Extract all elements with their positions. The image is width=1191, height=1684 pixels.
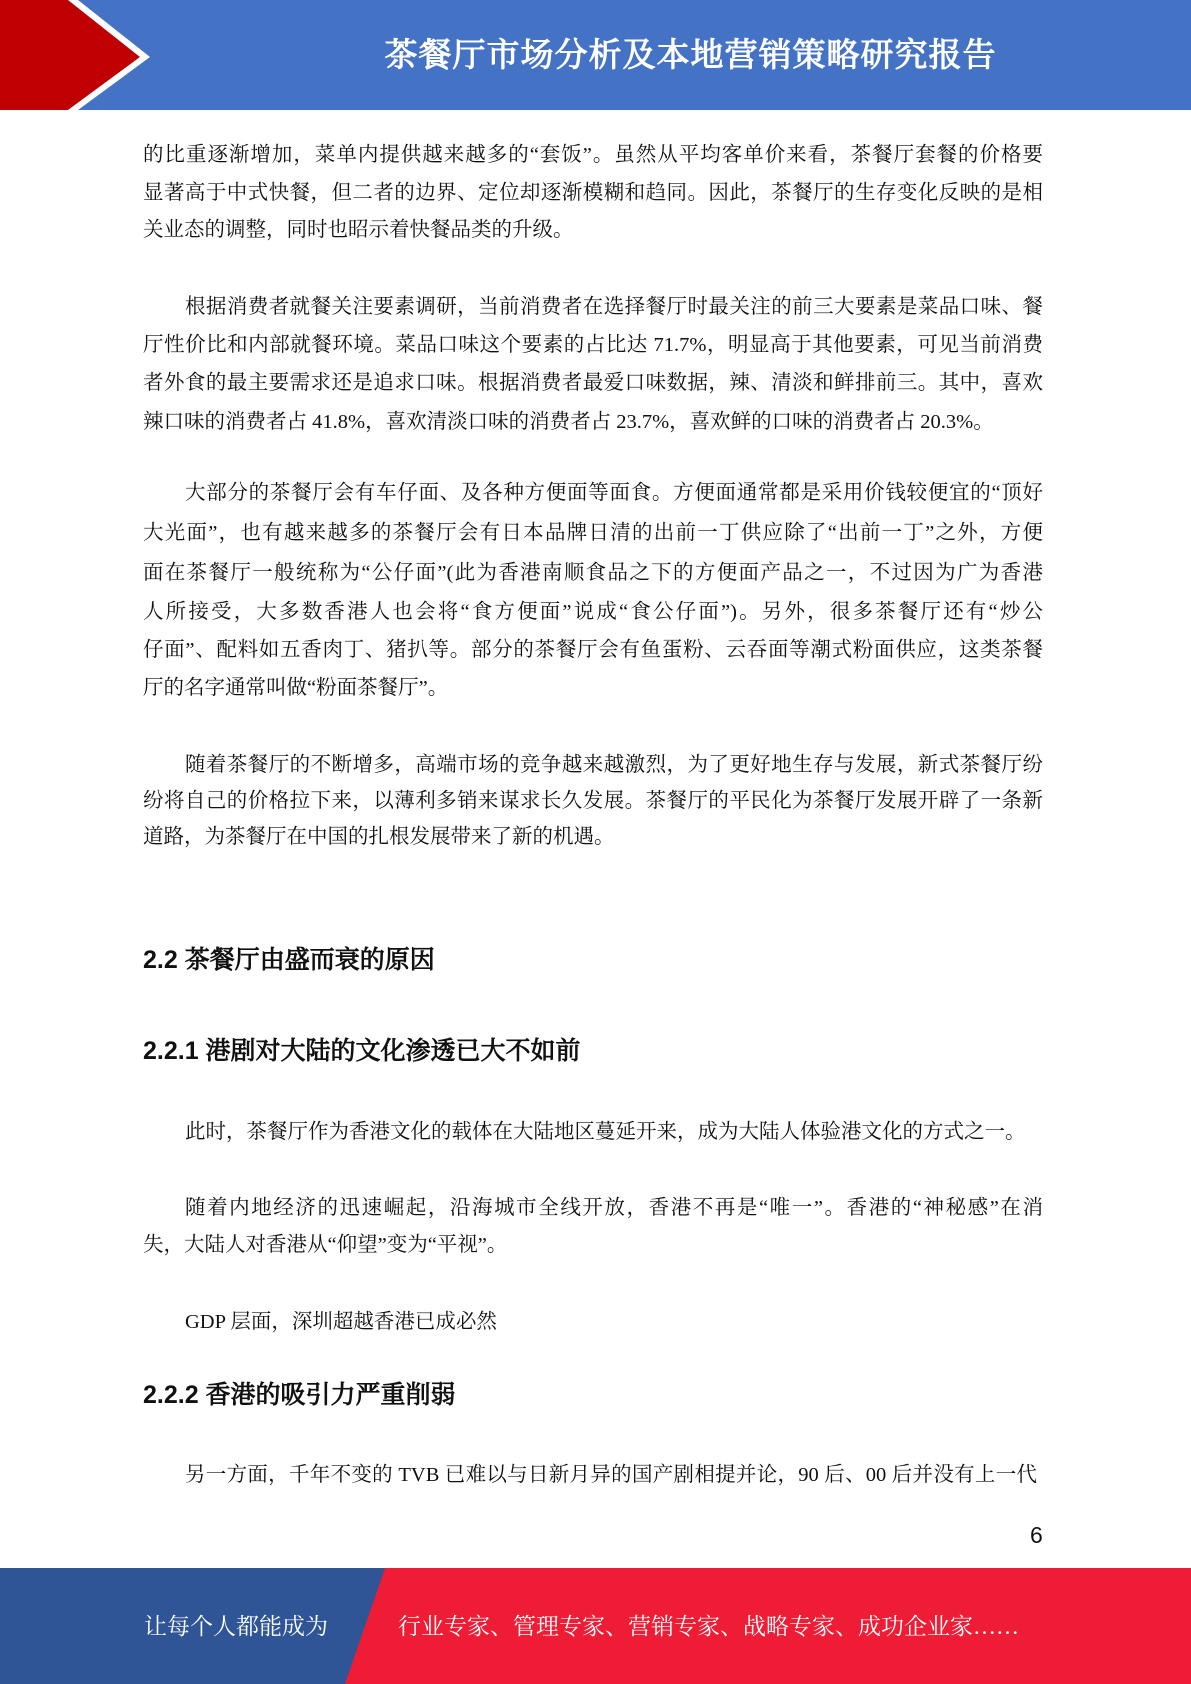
body-line: 随着内地经济的迅速崛起，沿海城市全线开放，香港不再是“唯一”。香港的“神秘感”在消	[185, 1197, 1043, 1219]
body-line: 关业态的调整，同时也昭示着快餐品类的升级。	[143, 219, 574, 241]
body-line: 者外食的最主要需求还是追求口味。根据消费者最爱口味数据，辣、清淡和鲜排前三。其中，喜欢	[143, 372, 1043, 394]
page-footer	[0, 1568, 1191, 1684]
body-line: 厅的名字通常叫做“粉面茶餐厅”。	[143, 677, 449, 699]
body-line: 随着茶餐厅的不断增多，高端市场的竞争越来越激烈，为了更好地生存与发展，新式茶餐厅纷	[185, 754, 1043, 776]
body-line: 纷将自己的价格拉下来，以薄利多销来谋求长久发展。茶餐厅的平民化为茶餐厅发展开辟了一条新	[143, 790, 1043, 812]
body-line: 辣口味的消费者占 41.8%，喜欢清淡口味的消费者占 23.7%，喜欢鲜的口味的消费者占 20.3%。	[143, 411, 994, 433]
body-line: 此时，茶餐厅作为香港文化的载体在大陆地区蔓延开来，成为大陆人体验港文化的方式之一。	[185, 1121, 1026, 1143]
body-line: 显著高于中式快餐，但二者的边界、定位却逐渐模糊和趋同。因此，茶餐厅的生存变化反映的是相	[143, 182, 1043, 204]
body-line: 面在茶餐厅一般统称为“公仔面”(此为香港南顺食品之下的方便面产品之一，不过因为广为香港	[143, 562, 1043, 584]
page-number: 6	[1030, 1522, 1043, 1548]
body-line: 人所接受，大多数香港人也会将“食方便面”说成“食公仔面”)。另外，很多茶餐厅还有“炒公	[143, 601, 1043, 623]
body-line: 厅性价比和内部就餐环境。菜品口味这个要素的占比达 71.7%，明显高于其他要素，可见当前消费	[143, 334, 1043, 356]
body-line: 的比重逐渐增加，菜单内提供越来越多的“套饭”。虽然从平均客单价来看，茶餐厅套餐的价格要	[143, 144, 1043, 166]
section-heading-2-2: 2.2 茶餐厅由盛而衰的原因	[143, 946, 435, 974]
body-line: 根据消费者就餐关注要素调研，当前消费者在选择餐厅时最关注的前三大要素是菜品口味、餐	[185, 296, 1043, 318]
footer-slogan-right: 行业专家、管理专家、营销专家、战略专家、成功企业家……	[398, 1614, 1019, 1639]
body-line: 仔面”、配料如五香肉丁、猪扒等。部分的茶餐厅会有鱼蛋粉、云吞面等潮式粉面供应，这类茶餐	[143, 639, 1043, 661]
body-line: 道路，为茶餐厅在中国的扎根发展带来了新的机遇。	[143, 826, 615, 848]
section-heading-2-2-2: 2.2.2 香港的吸引力严重削弱	[143, 1381, 456, 1409]
header-chevron-decoration	[0, 0, 200, 110]
body-line: GDP 层面，深圳超越香港已成必然	[185, 1311, 497, 1333]
body-line: 另一方面，千年不变的 TVB 已难以与日新月异的国产剧相提并论，90 后、00 后并没有上一代	[185, 1464, 1037, 1486]
body-line: 大光面”，也有越来越多的茶餐厅会有日本品牌日清的出前一丁供应除了“出前一丁”之外，方便	[143, 522, 1043, 544]
footer-slogan-left: 让每个人都能成为	[144, 1614, 328, 1639]
report-title: 茶餐厅市场分析及本地营销策略研究报告	[384, 36, 997, 73]
section-heading-2-2-1: 2.2.1 港剧对大陆的文化渗透已大不如前	[143, 1037, 581, 1065]
page-header	[0, 0, 1191, 110]
body-line: 失，大陆人对香港从“仰望”变为“平视”。	[143, 1234, 508, 1256]
body-line: 大部分的茶餐厅会有车仔面、及各种方便面等面食。方便面通常都是采用价钱较便宜的“顶好	[185, 482, 1043, 504]
